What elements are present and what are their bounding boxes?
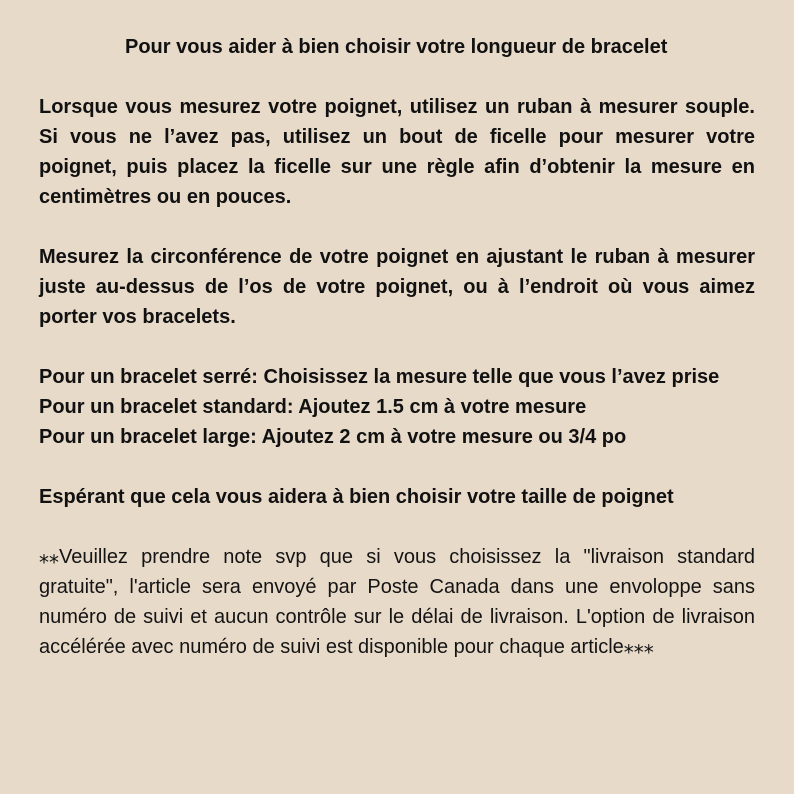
measure-tool-paragraph: Lorsque vous mesurez votre poignet, utilisez un ruban à mesurer souple. Si vous ne l’avez pas, utilisez un bout de ficelle pour mesurer votre poignet, puis placez la ficelle sur une règle afin d’obtenir la mesure en centimètres ou en pouces. [39,96,755,208]
page-title: Pour vous aider à bien choisir votre longueur de bracelet [125,36,668,58]
fit-option-tight: Pour un bracelet serré: Choisissez la mesure telle que vous l’avez prise [39,366,720,388]
fit-options-list [39,362,755,452]
closing-paragraph: Espérant que cela vous aidera à bien choisir votre taille de poignet [39,486,674,508]
fit-option-standard: Pour un bracelet standard: Ajoutez 1.5 cm à votre mesure [39,396,587,418]
shipping-notice-paragraph: ⁎⁎Veuillez prendre note svp que si vous choisissez la "livraison standard gratuite", l'article sera envoyé par Poste Canada dans une envoloppe sans numéro de suivi et aucun contrôle sur le délai de livraison. L'option de livraison accélérée avec numéro de suivi est disponible pour chaque article⁎⁎⁎ [39,546,755,658]
fit-option-loose: Pour un bracelet large: Ajoutez 2 cm à votre mesure ou 3/4 po [39,426,627,448]
measure-position-paragraph: Mesurez la circonférence de votre poignet en ajustant le ruban à mesurer juste au-dessus de l’os de votre poignet, ou à l’endroit où vous aimez porter vos bracelets. [39,246,755,328]
